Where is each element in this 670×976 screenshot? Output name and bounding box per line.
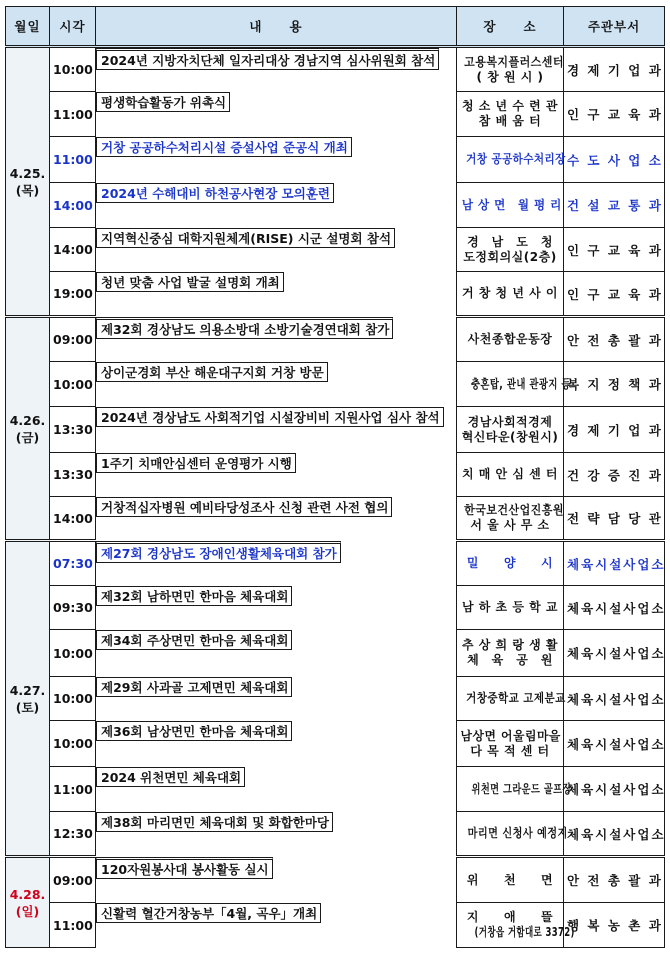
event-place-line: 거창중학교 고제분교 (466, 691, 566, 705)
event-place-line: 도정회의실(2층) (463, 249, 557, 264)
event-time: 14:00 (50, 228, 96, 272)
event-content: 거창 공공하수처리시설 증설사업 준공식 개최 (96, 137, 352, 157)
event-dept: 인 구 교 육 과 (564, 272, 665, 317)
event-place (457, 228, 564, 272)
event-place-line: 참 배 움 터 (478, 114, 542, 128)
event-content: 제32회 남하면민 한마음 체육대회 (96, 586, 292, 606)
weekday-label: (금) (15, 429, 40, 445)
date-label: 4.26. (9, 412, 46, 428)
event-row (6, 92, 665, 137)
event-time: 10:00 (50, 677, 96, 721)
event-place-line: 거 창 청 년 사 이 (462, 286, 558, 300)
event-dept: 건 설 교 통 과 (564, 183, 665, 228)
event-place-line: 청 소 년 수 련 관 (462, 99, 558, 113)
event-content: 2024년 수해대비 하천공사현장 모의훈련 (96, 183, 334, 203)
event-place (457, 903, 575, 948)
header-row (6, 7, 665, 47)
date-cell (6, 317, 50, 541)
event-place (457, 362, 571, 407)
event-time: 14:00 (50, 183, 96, 228)
event-content: 거창적십자병원 예비타당성조사 신청 관련 사전 협의 (96, 497, 392, 517)
event-row (6, 272, 665, 317)
event-dept: 복 지 정 책 과 (564, 362, 665, 407)
event-dept: 체육시설사업소 (564, 541, 665, 586)
event-place-line: 남 상 면 월 평 리 (461, 197, 562, 212)
event-place (457, 272, 564, 317)
event-place-line: 다 목 적 센 터 (470, 743, 550, 758)
event-content: 120자원봉사대 봉사활동 실시 (96, 857, 273, 879)
weekday-label: (일) (15, 903, 40, 919)
event-time: 12:30 (50, 812, 96, 857)
event-row (6, 857, 665, 903)
event-dept: 안 전 총 괄 과 (564, 857, 665, 903)
event-place-line: 사천종합운동장 (467, 332, 553, 346)
event-row (6, 586, 665, 630)
event-row (6, 183, 665, 228)
header-time: 시각 (50, 7, 96, 47)
event-dept: 인 구 교 육 과 (564, 228, 665, 272)
event-time: 11:00 (50, 92, 96, 137)
event-place-line: (거창읍 거함대로 3372) (474, 925, 575, 939)
event-dept: 체육시설사업소 (564, 677, 665, 721)
event-place (457, 497, 564, 541)
event-content: 제34회 주상면민 한마음 체육대회 (96, 630, 292, 650)
header-content: 내 용 (96, 7, 457, 47)
event-content: 2024년 지방자치단체 일자리대상 경남지역 심사위원회 참석 (96, 48, 439, 70)
event-time: 11:00 (50, 767, 96, 812)
event-content: 1주기 치매안심센터 운영평가 시행 (96, 453, 296, 473)
event-content: 제38회 마리면민 체육대회 및 화합한마당 (96, 812, 333, 832)
event-place-line: 남상면 어울림마을 (460, 728, 561, 743)
event-place (457, 137, 564, 183)
event-content: 2024년 경상남도 사회적기업 시설장비비 지원사업 심사 참석 (96, 407, 444, 427)
event-row (6, 677, 665, 721)
event-time: 09:30 (50, 586, 96, 630)
event-content: 제27회 경상남도 장애인생활체육대회 참가 (96, 541, 341, 563)
weekday-label: (토) (15, 699, 40, 715)
event-place-line: 혁신타운(창원시) (461, 429, 559, 444)
event-row (6, 407, 665, 453)
event-time: 13:30 (50, 453, 96, 497)
header-dept: 주관부서 (564, 7, 665, 47)
event-time: 14:00 (50, 497, 96, 541)
event-place (457, 630, 564, 677)
event-place-line: 고용복지플러스센터 (464, 54, 564, 69)
event-place (457, 677, 564, 721)
date-label: 4.27. (9, 682, 46, 698)
event-place (457, 183, 564, 228)
event-place-line: 경남사회적경제 (467, 414, 553, 429)
event-dept: 인 구 교 육 과 (564, 92, 665, 137)
event-place-line: 마리면 신청사 예정지 (467, 826, 568, 840)
event-place (457, 812, 568, 857)
date-label: 4.25. (9, 165, 46, 181)
event-place (457, 541, 564, 586)
event-dept: 건 강 증 진 과 (564, 453, 665, 497)
event-row (6, 47, 665, 92)
event-row (6, 317, 665, 362)
event-dept: 행 복 농 촌 과 (564, 903, 665, 948)
event-row (6, 137, 665, 183)
event-place (457, 317, 564, 362)
header-date: 월일 (6, 7, 50, 47)
event-row (6, 812, 665, 857)
date-cell (6, 541, 50, 857)
event-row (6, 721, 665, 767)
event-row (6, 767, 665, 812)
event-place-line: 밀 양 시 (466, 556, 554, 570)
event-place-line: 지 애 뜰 (466, 910, 554, 924)
event-row (6, 362, 665, 407)
event-place (457, 721, 564, 767)
event-place (457, 407, 564, 453)
event-time: 10:00 (50, 47, 96, 92)
event-dept: 전 략 담 당 관 (564, 497, 665, 541)
date-cell (6, 857, 50, 948)
event-place (457, 857, 564, 903)
event-place-line: 추 상 희 랑 생 활 (462, 638, 558, 652)
event-content: 제29회 사과골 고제면민 체육대회 (96, 677, 292, 697)
event-dept: 안 전 총 괄 과 (564, 317, 665, 362)
event-place (457, 767, 572, 812)
event-dept: 체육시설사업소 (564, 630, 665, 677)
event-content: 평생학습활동가 위촉식 (96, 92, 230, 112)
schedule-table (5, 6, 665, 948)
event-row (6, 228, 665, 272)
header-place: 장 소 (457, 7, 564, 47)
event-place-line: 경 남 도 청 (467, 234, 553, 249)
schedule-body (6, 47, 665, 948)
event-content: 2024 위천면민 체육대회 (96, 767, 245, 787)
event-row (6, 497, 665, 541)
event-content: 제36회 남상면민 한마음 체육대회 (96, 721, 292, 741)
event-row (6, 903, 665, 948)
event-time: 10:00 (50, 721, 96, 767)
event-dept: 경 제 기 업 과 (564, 407, 665, 453)
event-place-line: 서 울 사 무 소 (470, 518, 550, 532)
event-dept: 경 제 기 업 과 (564, 47, 665, 92)
event-content: 신활력 혈간거창농부「4월, 곡우」개최 (96, 903, 321, 923)
event-time: 09:00 (50, 857, 96, 903)
event-place (457, 586, 564, 630)
event-place-line: 거창 공공하수처리장 (466, 152, 566, 166)
event-place (457, 92, 564, 137)
event-place-line: ( 창 원 시 ) (476, 69, 544, 84)
event-time: 13:30 (50, 407, 96, 453)
event-time: 09:00 (50, 317, 96, 362)
event-time: 11:00 (50, 137, 96, 183)
event-dept: 체육시설사업소 (564, 586, 665, 630)
event-place (457, 47, 564, 92)
event-dept: 체육시설사업소 (564, 767, 665, 812)
event-dept: 체육시설사업소 (564, 812, 665, 857)
event-place-line: 위 천 면 (466, 872, 554, 887)
event-content: 상이군경회 부산 해운대구지회 거창 방문 (96, 362, 328, 382)
event-time: 19:00 (50, 272, 96, 317)
event-time: 10:00 (50, 630, 96, 677)
date-label: 4.28. (9, 886, 46, 902)
event-place-line: 체 육 공 원 (467, 653, 553, 667)
event-content: 제32회 경상남도 의용소방대 소방기술경연대회 참가 (96, 317, 393, 339)
event-time: 11:00 (50, 903, 96, 948)
event-time: 10:00 (50, 362, 96, 407)
event-place-line: 치 매 안 심 센 터 (462, 467, 558, 481)
event-place-line: 한국보건산업진흥원 (464, 503, 564, 517)
event-row (6, 630, 665, 677)
date-cell (6, 47, 50, 317)
event-dept: 수 도 사 업 소 (564, 137, 665, 183)
event-dept: 체육시설사업소 (564, 721, 665, 767)
event-content: 청년 맞춤 사업 발굴 설명회 개최 (96, 272, 284, 292)
weekday-label: (목) (15, 182, 40, 198)
event-place (457, 453, 564, 497)
event-place-line: 충혼탑, 관내 관광지 등 (470, 376, 571, 391)
event-row (6, 541, 665, 586)
event-place-line: 남 하 초 등 학 교 (462, 600, 558, 614)
event-place-line: 위천면 그라운드 골프장 (471, 781, 572, 796)
event-row (6, 453, 665, 497)
event-time: 07:30 (50, 541, 96, 586)
event-content: 지역혁신중심 대학지원체계(RISE) 시군 설명회 참석 (96, 228, 395, 248)
